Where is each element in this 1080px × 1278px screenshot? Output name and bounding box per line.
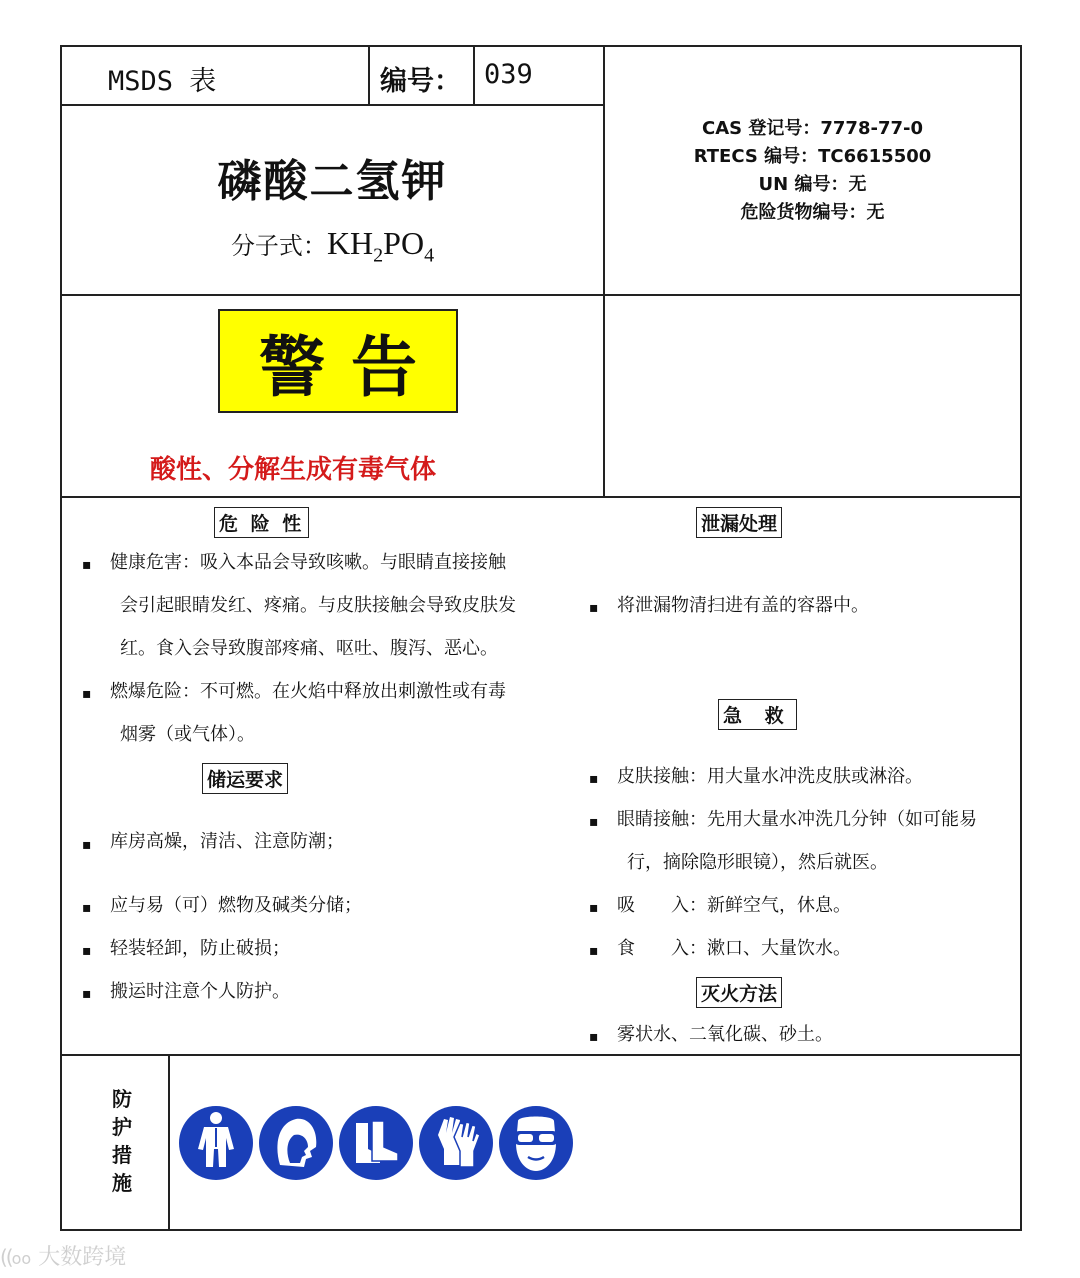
first-aid-line-2: 眼睛接触：先用大量水冲洗几分钟（如可能易 xyxy=(617,809,977,830)
protection-col-divider xyxy=(168,1054,170,1231)
cas-number: CAS 登记号：7778-77-0 xyxy=(702,118,923,139)
bullet: ▪ xyxy=(82,837,92,853)
protective-suit-icon xyxy=(178,1105,254,1181)
storage-item-3: 轻装轻卸，防止破损； xyxy=(110,938,290,959)
rtecs-number: RTECS 编号：TC6615500 xyxy=(693,146,932,167)
watermark: ((oo 大数跨境 xyxy=(0,1245,127,1270)
hazard-line-5: 烟雾（或气体）。 xyxy=(120,724,255,745)
bullet: ▪ xyxy=(82,943,92,959)
hazard-line-1: 健康危害：吸入本品会导致咳嗽。与眼睛直接接触 xyxy=(110,552,506,573)
first-aid-line-4: 吸 入：新鲜空气，休息。 xyxy=(617,895,851,916)
number-label: 编号： xyxy=(380,66,461,97)
hazard-line-3: 红。食入会导致腹部疼痛、呕吐、腹泻、恶心。 xyxy=(120,638,498,659)
hazard-summary: 酸性、分解生成有毒气体 xyxy=(150,455,437,485)
un-number: UN 编号：无 xyxy=(758,174,867,195)
msds-sheet xyxy=(60,45,1022,1231)
bullet: ▪ xyxy=(82,557,92,573)
bullet: ▪ xyxy=(589,771,599,787)
formula-label: 分子式： xyxy=(230,232,327,260)
bullet: ▪ xyxy=(589,814,599,830)
first-aid-title: 急 救 xyxy=(718,699,797,730)
bullet: ▪ xyxy=(82,986,92,1002)
fire-item-1: 雾状水、二氧化碳、砂土。 xyxy=(617,1024,833,1045)
leak-title: 泄漏处理 xyxy=(696,507,782,538)
msds-label: MSDS 表 xyxy=(108,66,217,97)
storage-item-1: 库房高燥，清洁、注意防潮； xyxy=(110,831,344,852)
storage-item-4: 搬运时注意个人防护。 xyxy=(110,981,290,1002)
warning-bottom-divider xyxy=(62,496,1022,498)
bullet: ▪ xyxy=(589,600,599,616)
bullet: ▪ xyxy=(589,943,599,959)
formula-row xyxy=(62,225,603,267)
bullet: ▪ xyxy=(589,1029,599,1045)
fire-title: 灭火方法 xyxy=(696,977,782,1008)
hood-icon xyxy=(258,1105,334,1181)
formula: $KH_2PO_4$ xyxy=(326,225,435,267)
identifiers-block xyxy=(603,115,1022,227)
title-bottom-divider xyxy=(62,294,1022,296)
header-col-divider-1 xyxy=(368,47,370,104)
bullet: ▪ xyxy=(82,686,92,702)
header-col-divider-2 xyxy=(473,47,475,104)
dangerous-goods-number: 危险货物编号：无 xyxy=(740,202,885,223)
hazard-line-2: 会引起眼睛发红、疼痛。与皮肤接触会导致皮肤发 xyxy=(120,595,516,616)
signal-word: 警告 xyxy=(259,328,443,406)
safety-boots-icon xyxy=(338,1105,414,1181)
chemical-name: 磷酸二氢钾 xyxy=(217,156,448,207)
first-aid-line-1: 皮肤接触：用大量水冲洗皮肤或淋浴。 xyxy=(617,766,923,787)
header-divider xyxy=(62,104,603,106)
hazards-title: 危 险 性 xyxy=(214,507,309,538)
number-value: 039 xyxy=(484,59,533,90)
bullet: ▪ xyxy=(589,900,599,916)
storage-item-2: 应与易（可）燃物及碱类分储； xyxy=(110,895,362,916)
protection-label: 防 护 措 施 xyxy=(112,1087,132,1195)
gloves-icon xyxy=(418,1105,494,1181)
goggles-icon xyxy=(498,1105,574,1181)
hazard-line-4: 燃爆危险：不可燃。在火焰中释放出刺激性或有毒 xyxy=(110,681,506,702)
first-aid-line-5: 食 入：漱口、大量饮水。 xyxy=(617,938,851,959)
storage-title: 储运要求 xyxy=(202,763,288,794)
warning-box xyxy=(218,309,458,413)
leak-item-1: 将泄漏物清扫进有盖的容器中。 xyxy=(617,595,869,616)
first-aid-line-3: 行，摘除隐形眼镜），然后就医。 xyxy=(627,852,888,873)
protection-top-divider xyxy=(62,1054,1022,1056)
bullet: ▪ xyxy=(82,900,92,916)
